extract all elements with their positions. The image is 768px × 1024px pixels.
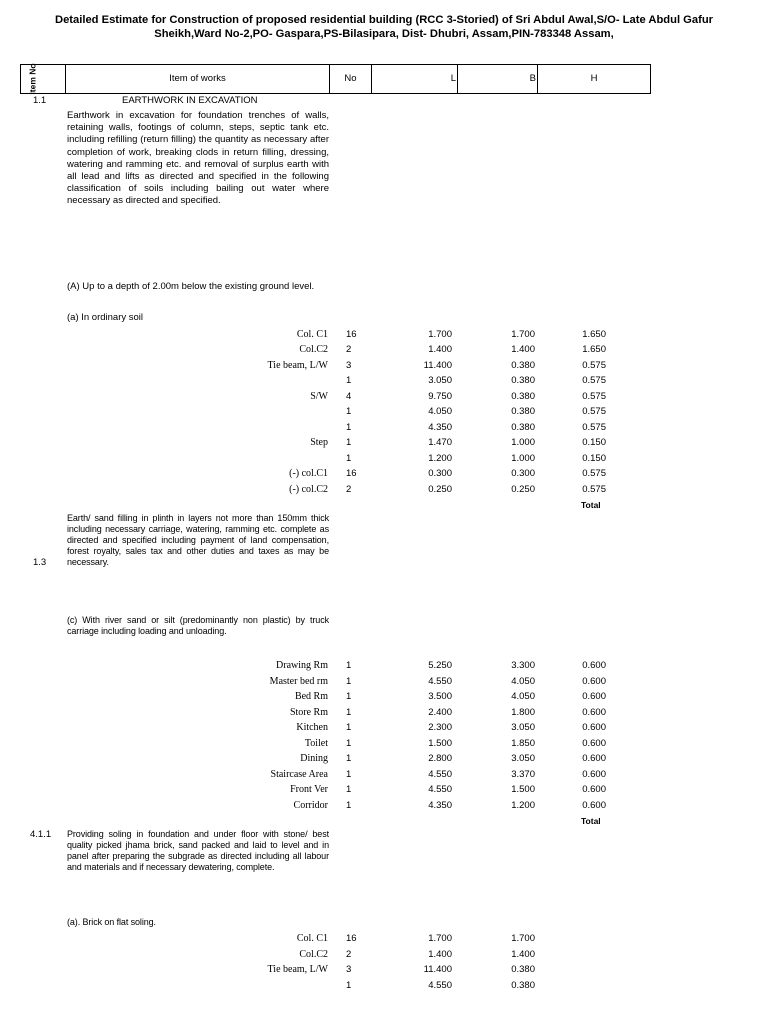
row-h: 0.600 — [582, 753, 606, 764]
row-label: (-) col.C1 — [289, 468, 328, 479]
row-h: 0.575 — [582, 406, 606, 417]
sand-filling-total-label: Total — [581, 816, 601, 826]
table-row — [0, 329, 768, 343]
row-l: 4.550 — [428, 676, 452, 687]
row-l: 4.350 — [428, 422, 452, 433]
row-h: 0.150 — [582, 453, 606, 464]
row-l: 9.750 — [428, 391, 452, 402]
row-b: 3.050 — [511, 753, 535, 764]
row-no: 1 — [346, 437, 352, 448]
table-row — [0, 344, 768, 358]
row-no: 1 — [346, 691, 352, 702]
row-no: 1 — [346, 800, 352, 811]
sand-filling-sub-c: (c) With river sand or silt (predominantly non plastic) by truck carriage including loading and unloading. — [67, 615, 329, 636]
row-b: 3.050 — [511, 722, 535, 733]
row-b: 4.050 — [511, 691, 535, 702]
row-label: Col. C1 — [296, 329, 328, 340]
earthwork-description: Earthwork in excavation for foundation trenches of walls, retaining walls, footings of column, steps, septic tank etc. including refilling (return filling) the quantity as necessary after completion of work, breaking clods in return filling, dressing, watering and ramming etc. and removal of surplus earth with all lead and lifts as directed and specified in the following classification of soils including bailing out water where necessary as directed and specified. — [67, 110, 329, 207]
row-l: 0.300 — [428, 468, 452, 479]
row-b: 1.700 — [511, 933, 535, 944]
table-row — [0, 722, 768, 736]
row-h: 0.575 — [582, 375, 606, 386]
row-l: 2.300 — [428, 722, 452, 733]
table-row — [0, 964, 768, 978]
row-b: 1.700 — [511, 329, 535, 340]
row-b: 1.000 — [511, 453, 535, 464]
table-row — [0, 738, 768, 752]
table-row — [0, 406, 768, 420]
row-h: 0.150 — [582, 437, 606, 448]
row-label: Tie beam, L/W — [267, 360, 328, 371]
row-l: 2.800 — [428, 753, 452, 764]
table-row — [0, 980, 768, 994]
row-label: Corridor — [293, 800, 328, 811]
table-row — [0, 360, 768, 374]
row-l: 1.400 — [428, 344, 452, 355]
table-row — [0, 391, 768, 405]
row-label: Col.C2 — [299, 344, 328, 355]
header-h: H — [590, 73, 598, 84]
row-label: Dining — [300, 753, 328, 764]
row-b: 0.380 — [511, 360, 535, 371]
row-h: 0.575 — [582, 422, 606, 433]
row-l: 1.400 — [428, 949, 452, 960]
row-b: 3.300 — [511, 660, 535, 671]
row-label: Master bed rm — [269, 676, 328, 687]
row-l: 1.470 — [428, 437, 452, 448]
row-no: 1 — [346, 753, 352, 764]
header-l: L — [372, 65, 458, 93]
soling-description: Providing soling in foundation and under floor with stone/ best quality picked jhama brick, sand packed and laid to level and in panel after preparing the subgrade as directed including all labour and materials and if necessary dewatering, complete. — [67, 829, 329, 872]
row-b: 1.400 — [511, 344, 535, 355]
row-l: 4.550 — [428, 769, 452, 780]
row-l: 4.550 — [428, 980, 452, 991]
table-row — [0, 437, 768, 451]
row-l: 1.700 — [428, 933, 452, 944]
row-label: S/W — [310, 391, 328, 402]
row-no: 3 — [346, 964, 352, 975]
row-h: 0.600 — [582, 769, 606, 780]
row-b: 0.250 — [511, 484, 535, 495]
row-label: Col. C1 — [296, 933, 328, 944]
row-h: 0.600 — [582, 660, 606, 671]
row-h: 0.600 — [582, 691, 606, 702]
row-l: 2.400 — [428, 707, 452, 718]
soling-sub-a: (a). Brick on flat soling. — [67, 917, 156, 927]
row-l: 5.250 — [428, 660, 452, 671]
row-label: Col.C2 — [299, 949, 328, 960]
title-line-1: Detailed Estimate for Construction of proposed residential building (RCC 3-Storied) of Sri Abdul Awal,S/O- Late Abdul Gafur — [54, 14, 714, 26]
item-no-1-3: 1.3 — [33, 557, 47, 568]
row-label: Kitchen — [296, 722, 328, 733]
row-label: (-) col.C2 — [289, 484, 328, 495]
table-row — [0, 375, 768, 389]
title-line-2: Sheikh,Ward No-2,PO- Gaspara,PS-Bilasipara, Dist- Dhubri, Assam,PIN-783348 Assam, — [154, 28, 614, 40]
sand-filling-description: Earth/ sand filling in plinth in layers not more than 150mm thick including necessary carriage, watering, ramming etc. complete as directed and specified including payment of land compensation, forest royalty, sales tax and other duties and taxes as may be necessary. — [67, 513, 329, 567]
table-row — [0, 453, 768, 467]
row-label: Store Rm — [289, 707, 328, 718]
header-item-no: Item No — [27, 63, 38, 95]
row-label: Toilet — [304, 738, 328, 749]
row-l: 0.250 — [428, 484, 452, 495]
row-l: 4.050 — [428, 406, 452, 417]
row-b: 0.380 — [511, 422, 535, 433]
row-no: 1 — [346, 375, 352, 386]
row-b: 4.050 — [511, 676, 535, 687]
row-no: 1 — [346, 660, 352, 671]
row-no: 1 — [346, 722, 352, 733]
row-b: 1.850 — [511, 738, 535, 749]
row-h: 1.650 — [582, 344, 606, 355]
row-no: 2 — [346, 484, 352, 495]
row-no: 1 — [346, 980, 352, 991]
row-b: 0.300 — [511, 468, 535, 479]
item-no-1-1: 1.1 — [33, 95, 47, 106]
row-l: 1.200 — [428, 453, 452, 464]
row-label: Step — [310, 437, 328, 448]
table-row — [0, 933, 768, 947]
row-no: 2 — [346, 949, 352, 960]
header-no: No — [330, 65, 372, 93]
item-no-4-1-1: 4.1.1 — [30, 829, 52, 840]
row-label: Front Ver — [290, 784, 328, 795]
table-row — [0, 784, 768, 798]
row-l: 4.350 — [428, 800, 452, 811]
table-row — [0, 422, 768, 436]
row-h: 0.600 — [582, 707, 606, 718]
row-b: 0.380 — [511, 375, 535, 386]
row-label: Drawing Rm — [276, 660, 328, 671]
header-b: B — [458, 65, 538, 93]
row-h: 0.600 — [582, 738, 606, 749]
table-row — [0, 769, 768, 783]
table-row — [0, 691, 768, 705]
row-h: 0.600 — [582, 800, 606, 811]
row-no: 1 — [346, 707, 352, 718]
section-title-earthwork: EARTHWORK IN EXCAVATION — [122, 95, 258, 106]
table-header — [20, 64, 651, 94]
row-l: 3.500 — [428, 691, 452, 702]
row-no: 2 — [346, 344, 352, 355]
row-b: 1.000 — [511, 437, 535, 448]
earthwork-total-label: Total — [581, 500, 601, 510]
row-b: 0.380 — [511, 964, 535, 975]
document-title — [0, 13, 768, 41]
row-no: 3 — [346, 360, 352, 371]
row-no: 1 — [346, 406, 352, 417]
row-h: 0.600 — [582, 784, 606, 795]
row-h: 0.575 — [582, 468, 606, 479]
row-l: 3.050 — [428, 375, 452, 386]
header-item-no-cell — [21, 65, 66, 93]
row-b: 3.370 — [511, 769, 535, 780]
row-h: 0.575 — [582, 484, 606, 495]
row-b: 1.200 — [511, 800, 535, 811]
row-h: 0.600 — [582, 722, 606, 733]
table-row — [0, 707, 768, 721]
table-row — [0, 468, 768, 482]
row-h: 0.600 — [582, 676, 606, 687]
table-row — [0, 949, 768, 963]
row-b: 1.800 — [511, 707, 535, 718]
row-b: 1.500 — [511, 784, 535, 795]
table-row — [0, 660, 768, 674]
row-no: 1 — [346, 784, 352, 795]
row-no: 1 — [346, 676, 352, 687]
row-no: 4 — [346, 391, 352, 402]
row-b: 1.400 — [511, 949, 535, 960]
row-l: 1.500 — [428, 738, 452, 749]
table-row — [0, 753, 768, 767]
header-item-of-works: Item of works — [66, 65, 330, 93]
row-no: 1 — [346, 453, 352, 464]
row-b: 0.380 — [511, 980, 535, 991]
row-no: 16 — [346, 933, 357, 944]
row-l: 4.550 — [428, 784, 452, 795]
row-b: 0.380 — [511, 406, 535, 417]
row-no: 16 — [346, 468, 357, 479]
table-row — [0, 484, 768, 498]
table-row — [0, 676, 768, 690]
table-row — [0, 800, 768, 814]
row-h: 1.650 — [582, 329, 606, 340]
row-h: 0.575 — [582, 360, 606, 371]
row-no: 1 — [346, 422, 352, 433]
earthwork-sub-a: (A) Up to a depth of 2.00m below the existing ground level. — [67, 281, 315, 292]
row-l: 1.700 — [428, 329, 452, 340]
row-no: 1 — [346, 738, 352, 749]
row-l: 11.400 — [423, 964, 452, 975]
row-b: 0.380 — [511, 391, 535, 402]
row-label: Tie beam, L/W — [267, 964, 328, 975]
row-no: 1 — [346, 769, 352, 780]
earthwork-sub-a-a: (a) In ordinary soil — [67, 312, 144, 323]
row-h: 0.575 — [582, 391, 606, 402]
row-label: Staircase Area — [270, 769, 328, 780]
row-label: Bed Rm — [294, 691, 328, 702]
row-no: 16 — [346, 329, 357, 340]
row-l: 11.400 — [423, 360, 452, 371]
